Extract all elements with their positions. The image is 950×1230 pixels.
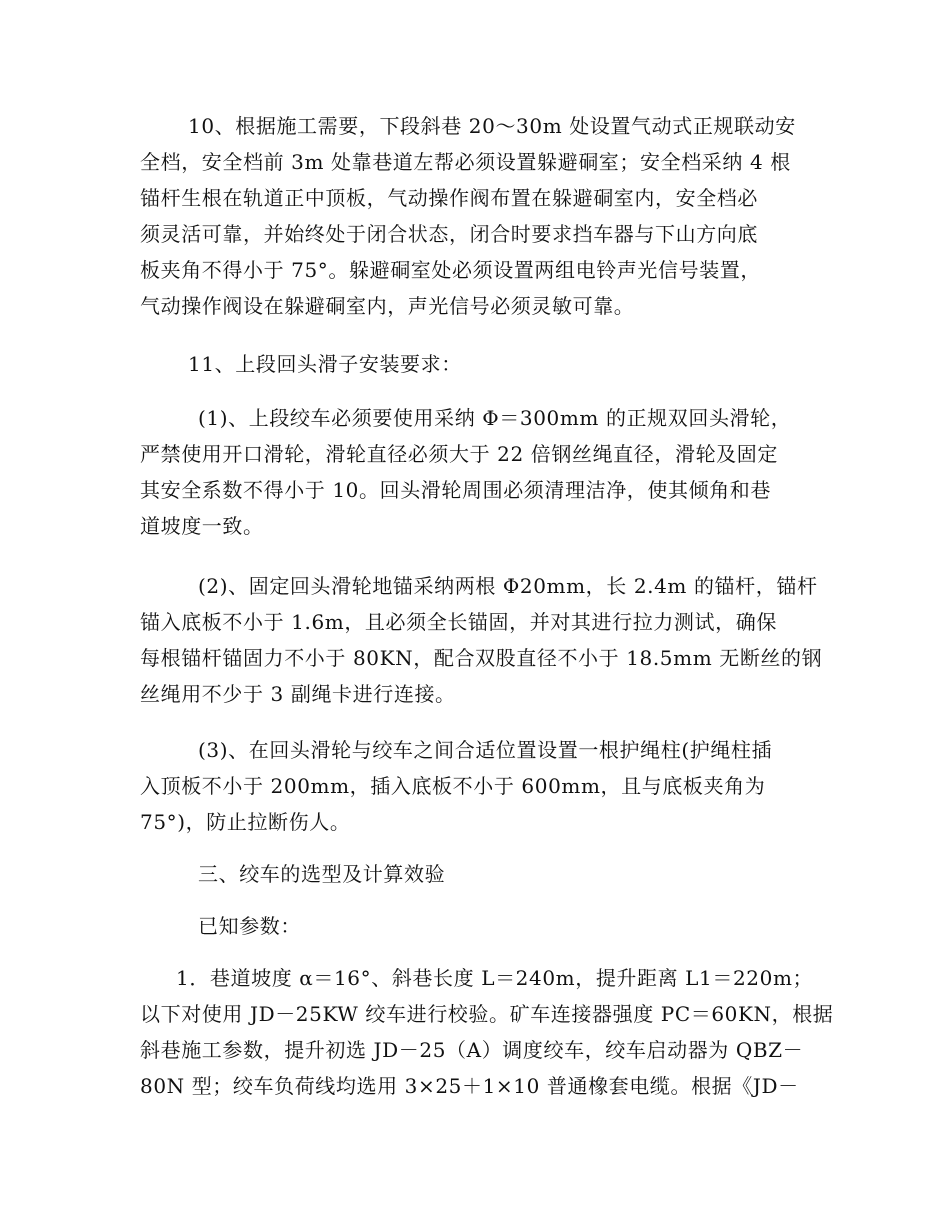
text-line: 道坡度一致。 <box>140 514 264 538</box>
text-line: 其安全系数不得小于 10。回头滑轮周围必须清理洁净，使其倾角和巷 <box>140 478 772 502</box>
text-line: 严禁使用开口滑轮，滑轮直径必须大于 22 倍钢丝绳直径，滑轮及固定 <box>140 442 778 466</box>
section-heading: 三、绞车的选型及计算效验 <box>198 862 446 886</box>
text-line: 须灵活可靠，并始终处于闭合状态，闭合时要求挡车器与下山方向底 <box>140 222 758 246</box>
text-line: (1)、上段绞车必须要使用采纳 Φ＝300mm 的正规双回头滑轮， <box>198 406 792 430</box>
text-line: (2)、固定回头滑轮地锚采纳两根 Φ20mm，长 2.4m 的锚杆，锚杆 <box>198 574 818 598</box>
text-line: 10、根据施工需要，下段斜巷 20～30m 处设置气动式正规联动安 <box>188 114 796 138</box>
text-line: 1．巷道坡度 α＝16°、斜巷长度 L＝240m，提升距离 L1＝220m； <box>176 966 814 990</box>
text-line: 以下对使用 JD－25KW 绞车进行校验。矿车连接器强度 PC＝60KN，根据 <box>140 1002 834 1026</box>
text-line: 全档，安全档前 3m 处靠巷道左帮必须设置躲避硐室；安全档采纳 4 根 <box>140 150 791 174</box>
text-line: 气动操作阀设在躲避硐室内，声光信号必须灵敏可靠。 <box>140 294 635 318</box>
text-line: 每根锚杆锚固力不小于 80KN，配合双股直径不小于 18.5mm 无断丝的钢 <box>140 646 823 670</box>
text-line: 板夹角不得小于 75°。躲避硐室处必须设置两组电铃声光信号装置， <box>140 258 762 282</box>
section-heading: 11、上段回头滑子安装要求： <box>188 352 462 376</box>
text-line: 斜巷施工参数，提升初选 JD－25（A）调度绞车，绞车启动器为 QBZ－ <box>140 1038 804 1062</box>
text-line: 75°)，防止拉断伤人。 <box>140 810 351 834</box>
section-heading: 已知参数： <box>198 914 301 938</box>
text-line: 丝绳用不少于 3 副绳卡进行连接。 <box>140 682 456 706</box>
text-line: 锚入底板不小于 1.6m，且必须全长锚固，并对其进行拉力测试，确保 <box>140 610 777 634</box>
text-line: 锚杆生根在轨道正中顶板，气动操作阀布置在躲避硐室内，安全档必 <box>140 186 758 210</box>
text-line: (3)、在回头滑轮与绞车之间合适位置设置一根护绳柱(护绳柱插 <box>198 738 773 762</box>
text-line: 80N 型；绞车负荷线均选用 3×25＋1×10 普通橡套电缆。根据《JD－ <box>140 1074 799 1098</box>
text-line: 入顶板不小于 200mm，插入底板不小于 600mm，且与底板夹角为 <box>140 774 766 798</box>
